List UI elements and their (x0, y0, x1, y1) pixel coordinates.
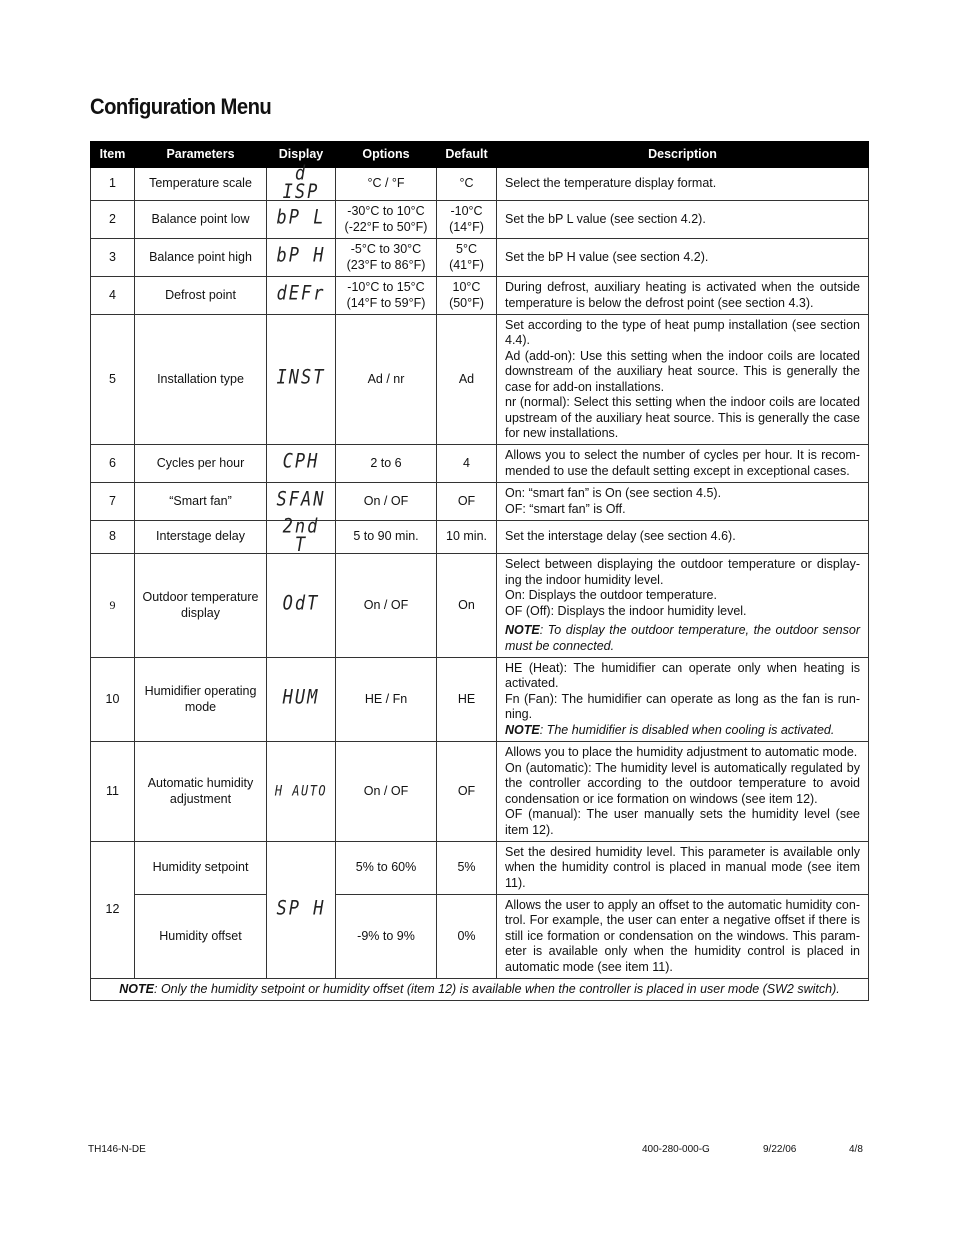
lcd-display (267, 515, 336, 557)
table-row (91, 554, 869, 658)
options: On / OF (336, 742, 437, 842)
item-number: 6 (91, 445, 135, 483)
lcd-display (267, 658, 336, 742)
lcd-display (267, 239, 336, 277)
header-display: Display (267, 142, 336, 168)
configuration-table (90, 141, 869, 1001)
description (497, 277, 869, 315)
options: -5°C to 30°C (23°F to 86°F) (336, 239, 437, 277)
table-row (91, 483, 869, 521)
table-row (91, 239, 869, 277)
item-number: 1 (91, 168, 135, 201)
description (497, 483, 869, 521)
options: On / OF (336, 483, 437, 521)
table-row (91, 895, 869, 979)
item-number: 3 (91, 239, 135, 277)
footer-page-number: 4/8 (849, 1144, 863, 1155)
description-line: During defrost, auxiliary heating is activated when the outside temperature is below the defrost point (see section 4.3). (505, 280, 860, 310)
parameter-name: Outdoor temperature display (135, 554, 267, 658)
lcd-display (267, 277, 336, 315)
parameter-name: Temperature scale (135, 168, 267, 201)
description-line: Select between displaying the outdoor temperature or display-ing the indoor humidity level. (505, 557, 860, 587)
options: 2 to 6 (336, 445, 437, 483)
default-value: 4 (437, 445, 497, 483)
header-default: Default (437, 142, 497, 168)
note-text: : The humidifier is disabled when cooling is activated. (539, 722, 835, 737)
description-note (505, 623, 860, 654)
default-value: 5% (437, 842, 497, 895)
lcd-code: HUM (282, 686, 320, 710)
lcd-display (267, 554, 336, 658)
default-value: Ad (437, 315, 497, 445)
footer-part-number: 400-280-000-G (642, 1144, 710, 1155)
lcd-display (267, 201, 336, 239)
table-footnote (91, 979, 869, 1001)
lcd-display (267, 445, 336, 483)
note-text: : To display the outdoor temperature, the outdoor sensor must be connected. (505, 623, 860, 653)
description (497, 554, 869, 658)
description-line: OF: “smart fan” is Off. (505, 501, 626, 516)
lcd-display (267, 842, 336, 979)
description-line: Select the temperature display format. (505, 176, 717, 191)
table-row (91, 445, 869, 483)
lcd-display (267, 742, 336, 842)
parameter-name: Cycles per hour (135, 445, 267, 483)
description (497, 239, 869, 277)
parameter-name: Defrost point (135, 277, 267, 315)
description-line: Allows you to place the humidity adjustment to automatic mode. (505, 745, 858, 759)
default-value: On (437, 554, 497, 658)
description-line: Set the bP H value (see section 4.2). (505, 249, 709, 264)
table-row (91, 842, 869, 895)
lcd-display (267, 315, 336, 445)
table-row (91, 658, 869, 742)
default-value: HE (437, 658, 497, 742)
lcd-code: d ISP (282, 162, 320, 204)
item-number: 8 (91, 521, 135, 554)
parameter-name: Interstage delay (135, 521, 267, 554)
description-line: Ad (add-on): Use this setting when the indoor coils are located downstream of the auxiliary heat source. This is generally the case for add-on installations. (505, 348, 860, 394)
default-value: 0% (437, 895, 497, 979)
footer-doc-id: TH146-N-DE (88, 1144, 146, 1155)
description-line: HE (Heat): The humidifier can operate only when heating is activated. (505, 660, 860, 691)
parameter-name: Balance point low (135, 201, 267, 239)
page-title: Configuration Menu (90, 94, 272, 119)
item-number: 11 (91, 742, 135, 842)
lcd-code: INST (276, 366, 326, 390)
description (497, 521, 869, 554)
parameter-name: Balance point high (135, 239, 267, 277)
lcd-code: H AUTO (274, 782, 328, 799)
lcd-display (267, 162, 336, 204)
parameter-name: Humidity offset (135, 895, 267, 979)
lcd-code: bP H (276, 244, 326, 268)
description-line: On: “smart fan” is On (see section 4.5). (505, 486, 722, 500)
options: On / OF (336, 554, 437, 658)
item-number: 9 (91, 554, 135, 658)
header-options: Options (336, 142, 437, 168)
options: -10°C to 15°C (14°F to 59°F) (336, 277, 437, 315)
footnote-label: NOTE (119, 981, 154, 996)
lcd-code: OdT (282, 592, 320, 616)
options: -30°C to 10°C (-22°F to 50°F) (336, 201, 437, 239)
note-label: NOTE (505, 722, 540, 737)
table-row (91, 521, 869, 554)
lcd-code: SP H (276, 897, 326, 921)
description-line: Allows you to select the number of cycles per hour. It is recom-mended to use the default setting except in exceptional cases. (505, 448, 860, 478)
table-row (91, 201, 869, 239)
header-parameters: Parameters (135, 142, 267, 168)
item-number: 4 (91, 277, 135, 315)
lcd-code: dEFr (276, 282, 326, 306)
parameter-name: Humidifier operating mode (135, 658, 267, 742)
item-number: 5 (91, 315, 135, 445)
parameter-name: Humidity setpoint (135, 842, 267, 895)
description (497, 168, 869, 201)
default-value: °C (437, 168, 497, 201)
footer-date: 9/22/06 (763, 1144, 797, 1155)
description-line: nr (normal): Select this setting when the indoor coils are located upstream of the auxiliary heat source. This is generally the case for new installations. (505, 395, 860, 440)
parameter-name: Installation type (135, 315, 267, 445)
lcd-code: CPH (282, 450, 320, 474)
options: -9% to 9% (336, 895, 437, 979)
options: HE / Fn (336, 658, 437, 742)
description-line: On (automatic): The humidity level is automatically regulated by the controller according to the outdoor temperature to avoid condensation or ice formation on windows (see item 12). (505, 760, 860, 806)
description (497, 842, 869, 895)
description-line: OF (manual): The user manually sets the humidity level (see item 12). (505, 807, 860, 837)
table-row (91, 277, 869, 315)
description-line: Set the bP L value (see section 4.2). (505, 211, 706, 226)
default-value: OF (437, 483, 497, 521)
description-line: Allows the user to apply an offset to the automatic humidity con-trol. For example, the user can enter a negative offset if there is still ice formation or condensation on the windows. This param-eter is available only when the humidity control is placed in automatic mode (see item 11). (505, 897, 860, 974)
description (497, 315, 869, 445)
options: 5 to 90 min. (336, 521, 437, 554)
item-number: 12 (91, 842, 135, 979)
table-row (91, 168, 869, 201)
table-footnote-row (91, 979, 869, 1001)
parameter-name: Automatic humidity adjustment (135, 742, 267, 842)
default-value: -10°C (14°F) (437, 201, 497, 239)
parameter-name: “Smart fan” (135, 483, 267, 521)
table-header-row (91, 142, 869, 168)
default-value: 10°C (50°F) (437, 277, 497, 315)
default-value: 5°C (41°F) (437, 239, 497, 277)
description (497, 445, 869, 483)
default-value: 10 min. (437, 521, 497, 554)
footnote-text: : Only the humidity setpoint or humidity offset (item 12) is available when the controller is placed in user mode (SW2 switch). (154, 981, 840, 996)
lcd-code: bP L (276, 206, 326, 230)
description-line: Set the desired humidity level. This parameter is available only when the humidity control is placed in manual mode (see item 11). (505, 844, 860, 890)
header-description: Description (497, 142, 869, 168)
description-line: OF (Off): Displays the indoor humidity level. (505, 603, 747, 618)
description-line: Fn (Fan): The humidifier can operate as long as the fan is run-ning. (505, 691, 860, 722)
default-value: OF (437, 742, 497, 842)
table-row (91, 742, 869, 842)
item-number: 2 (91, 201, 135, 239)
options: °C / °F (336, 168, 437, 201)
item-number: 10 (91, 658, 135, 742)
table-row (91, 315, 869, 445)
lcd-code: 2nd T (282, 515, 320, 557)
header-item: Item (91, 142, 135, 168)
options: Ad / nr (336, 315, 437, 445)
description (497, 201, 869, 239)
description (497, 658, 869, 742)
options: 5% to 60% (336, 842, 437, 895)
item-number: 7 (91, 483, 135, 521)
description (497, 742, 869, 842)
description-line: Set the interstage delay (see section 4.6). (505, 529, 736, 544)
description-line: On: Displays the outdoor temperature. (505, 588, 717, 602)
lcd-code: SFAN (276, 488, 326, 512)
description-note (505, 723, 860, 739)
description-line: Set according to the type of heat pump installation (see section 4.4). (505, 317, 860, 347)
note-label: NOTE (505, 623, 540, 637)
description (497, 895, 869, 979)
